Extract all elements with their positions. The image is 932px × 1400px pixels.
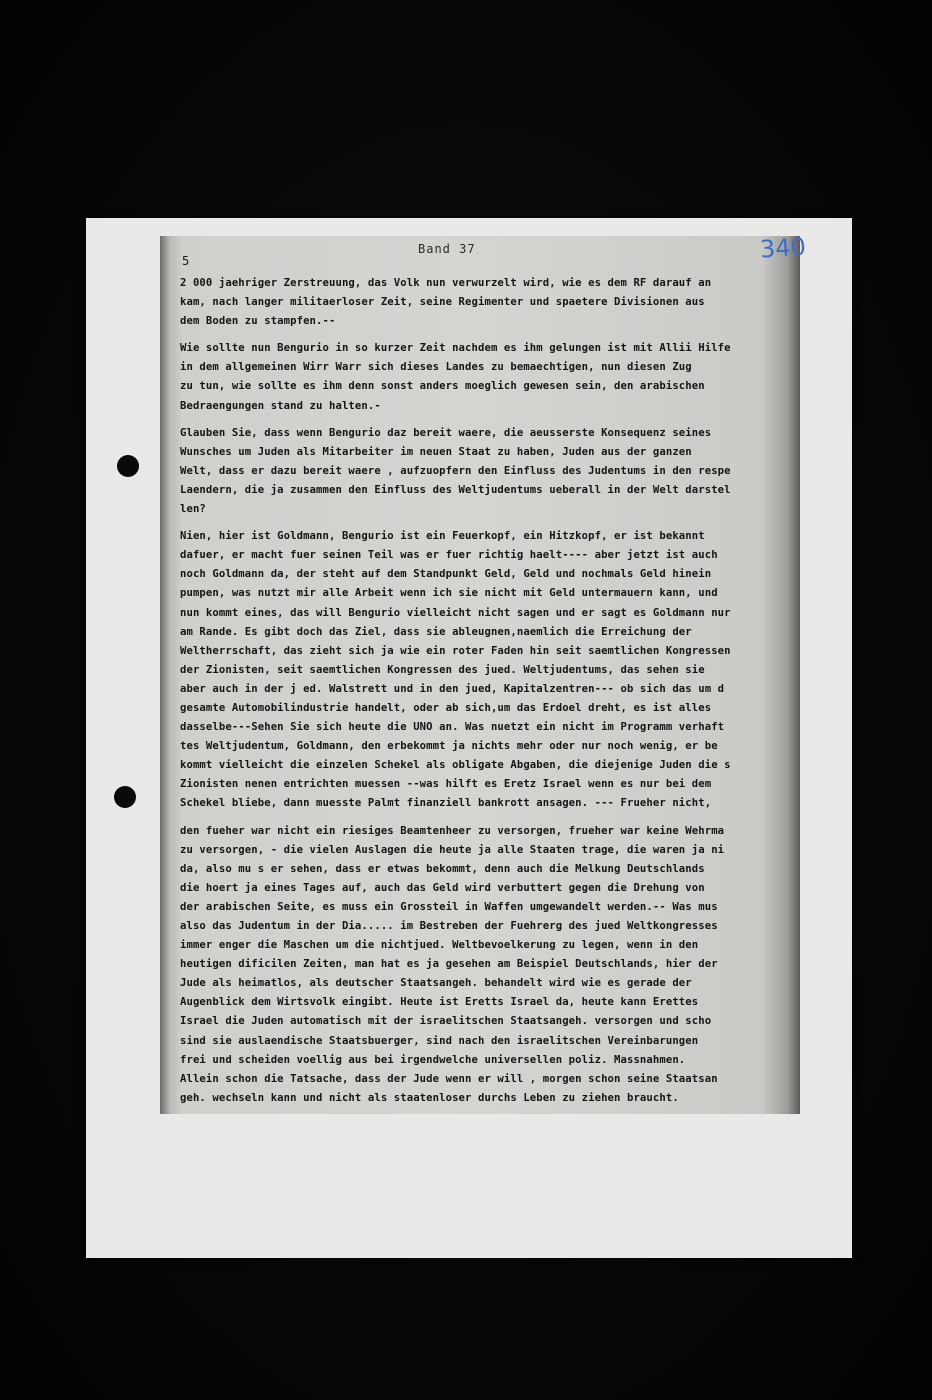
text-line: Weltherrschaft, das zieht sich ja wie ein roter Faden hin seit saemtlichen Kongressen [180,644,731,657]
paragraph [180,339,792,415]
text-line: Nien, hier ist Goldmann, Bengurio ist ein Feuerkopf, ein Hitzkopf, er ist bekannt [180,530,705,543]
paragraph [180,822,792,1108]
text-line: Israel die Juden automatisch mit der israelitschen Staatsangeh. versorgen und scho [180,1015,712,1028]
text-line: Welt, dass er dazu bereit waere , aufzuopfern den Einfluss des Judentums in den respe [180,464,731,477]
text-line: geh. wechseln kann und nicht als staatenloser durchs Leben zu ziehen braucht. [180,1091,679,1104]
text-line: len? [180,503,206,516]
text-line: Laendern, die ja zusammen den Einfluss des Weltjudentums ueberall in der Welt darstel [180,483,731,496]
photocopy-page [160,232,807,1114]
text-line: Schekel bliebe, dann muesste Palmt finanziell bankrott ansagen. --- Frueher nicht, [180,797,712,810]
text-line: Wunsches um Juden als Mitarbeiter im neuen Staat zu haben, Juden aus der ganzen [180,445,692,458]
text-line: heutigen dificilen Zeiten, man hat es ja gesehen am Beispiel Deutschlands, hier der [180,958,718,971]
text-line: dem Boden zu stampfen.-- [180,315,336,328]
text-line: 2 000 jaehriger Zerstreuung, das Volk nun verwurzelt wird, wie es dem RF darauf an [180,277,712,289]
punch-hole-bottom [114,786,136,808]
text-line: da, also mu s er sehen, dass er etwas bekommt, denn auch die Melkung Deutschlands [180,862,705,875]
page-number: 5 [182,254,190,268]
volume-label: Band 37 [418,242,476,256]
text-line: der Zionisten, seit saemtlichen Kongressen des jued. Weltjudentums, das sehen sie [180,663,705,676]
text-line: Wie sollte nun Bengurio in so kurzer Zeit nachdem es ihm gelungen ist mit Allii Hilfe [180,342,731,355]
text-line: Allein schon die Tatsache, dass der Jude wenn er will , morgen schon seine Staatsan [180,1072,718,1085]
paragraph [180,527,792,813]
text-line: Bedraengungen stand zu halten.- [180,399,381,412]
text-line: am Rande. Es gibt doch das Ziel, dass sie ableugnen,naemlich die Erreichung der [180,625,692,638]
typed-text-body [180,274,792,1116]
text-line: der arabischen Seite, es muss ein Grossteil in Waffen umgewandelt werden.-- Was mus [180,900,718,913]
text-line: noch Goldmann da, der steht auf dem Standpunkt Geld, Geld und nochmals Geld hinein [180,568,712,581]
text-line: Jude als heimatlos, als deutscher Staatsangeh. behandelt wird wie es gerade der [180,977,692,990]
text-line: pumpen, was nutzt mir alle Arbeit wenn ich sie nicht mit Geld untermauern kann, und [180,587,718,600]
handwritten-folio: 340 [759,232,807,264]
text-line: in dem allgemeinen Wirr Warr sich dieses Landes zu bemaechtigen, nun diesen Zug [180,361,692,374]
text-line: gesamte Automobilindustrie handelt, oder ab sich,um das Erdoel dreht, es ist alles [180,701,712,714]
text-line: kam, nach langer militaerloser Zeit, seine Regimenter und spaetere Divisionen aus [180,296,705,309]
text-line: aber auch in der j ed. Walstrett und in den jued, Kapitalzentren--- ob sich das um d [180,682,725,695]
text-line: also das Judentum in der Dia..... im Bestreben der Fuehrerg des jued Weltkongresses [180,920,718,932]
text-line: zu versorgen, - die vielen Auslagen die heute ja alle Staaten trage, die waren ja ni [180,843,725,856]
paragraph [180,274,792,331]
text-line: immer enger die Maschen um die nichtjued. Weltbevoelkerung zu legen, wenn in den [180,939,699,952]
text-line: tes Weltjudentum, Goldmann, den erbekommt ja nichts mehr oder nur noch wenig, er be [180,740,718,753]
text-line: dasselbe---Sehen Sie sich heute die UNO an. Was nuetzt ein nicht im Programm verhaft [180,721,725,734]
punch-hole-top [117,455,139,477]
text-line: sind sie auslaendische Staatsbuerger, sind nach den israelitschen Vereinbarungen [180,1034,699,1047]
text-line: die hoert ja eines Tages auf, auch das Geld wird verbuttert gegen die Drehung von [180,881,705,894]
text-line: frei und scheiden voellig aus bei irgendwelche universellen poliz. Massnahmen. [180,1053,686,1066]
text-line: kommt vielleicht die einzelen Schekel als obligate Abgaben, die diejenige Juden die s [180,759,731,772]
text-line: zu tun, wie sollte es ihm denn sonst anders moeglich gewesen sein, den arabischen [180,380,705,393]
text-line: Glauben Sie, dass wenn Bengurio daz bereit waere, die aeusserste Konsequenz seines [180,426,712,439]
text-line: Augenblick dem Wirtsvolk eingibt. Heute ist Eretts Israel da, heute kann Erettes [180,996,699,1009]
text-line: Zionisten nenen entrichten muessen --was hilft es Eretz Israel wenn es nur bei dem [180,778,712,791]
paragraph [180,424,792,519]
text-line: den fueher war nicht ein riesiges Beamtenheer zu versorgen, frueher war keine Wehrma [180,824,725,837]
text-line: nun kommt eines, das will Bengurio vielleicht nicht sagen und er sagt es Goldmann nur [180,606,731,619]
text-line: dafuer, er macht fuer seinen Teil was er fuer richtig haelt---- aber jetzt ist auch [180,549,718,562]
